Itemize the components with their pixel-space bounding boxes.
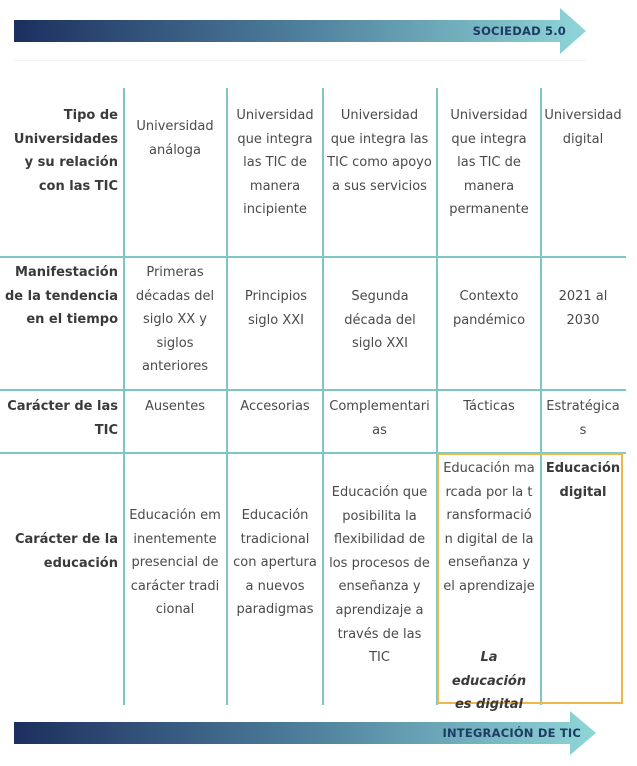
cell-tiempo-pandemico: Contexto pandémico <box>452 289 526 328</box>
top-arrow-banner <box>14 8 586 54</box>
cell-tic-ausentes: Ausentes <box>144 399 205 414</box>
cell-tiempo-primeras: Primeras décadas del siglo XX y siglos anteriores <box>135 265 215 375</box>
column-divider <box>226 88 228 705</box>
divider <box>14 60 586 61</box>
top-arrow-label: SOCIEDAD 5.0 <box>472 24 566 38</box>
cell-edu-flexibilidad: Educación que posibilita la flexibilidad de los procesos de enseñanza y aprendizaje a través de las TIC <box>329 485 430 666</box>
cell-tipo-incipiente: Universidad que integra las TIC de manera incipiente <box>236 108 314 218</box>
cell-tiempo-2021: 2021 al 2030 <box>558 289 608 328</box>
column-divider <box>123 88 125 705</box>
cell-tiempo-segunda: Segunda década del siglo XXI <box>344 289 416 352</box>
row-header-manifestacion: Manifestación de la tendencia en el tiempo <box>4 265 118 328</box>
cell-tipo-digital: Universidad digital <box>544 108 622 147</box>
bottom-arrow-banner <box>14 711 596 755</box>
row-header-caracter-educacion: Carácter de la educación <box>14 532 118 571</box>
cell-tipo-permanente: Universidad que integra las TIC de manera permanente <box>449 108 529 218</box>
cell-edu-transformacion: Educación marcada por la transformación digital de la enseñanza y el aprendizaje <box>443 461 535 594</box>
column-divider <box>322 88 324 705</box>
cell-tic-estrategicas: Estratégicas <box>546 399 620 438</box>
cell-tiempo-principios: Principios siglo XXI <box>244 289 308 328</box>
cell-tipo-apoyo: Universidad que integra las TIC como apoyo a sus servicios <box>327 108 432 194</box>
cell-tic-accesorias: Accesorias <box>240 399 310 414</box>
cell-edu-presencial: Educación eminentemente presencial de carácter tradicional <box>129 508 221 618</box>
cell-edu-emphasis: La educación es digital <box>451 650 527 713</box>
row-divider <box>0 389 626 391</box>
bottom-arrow-label: INTEGRACIÓN DE TIC <box>442 726 581 740</box>
cell-edu-digital: Educación digital <box>545 461 621 500</box>
row-header-caracter-tic: Carácter de las TIC <box>7 399 118 438</box>
row-divider <box>0 256 626 258</box>
cell-tic-complementarias: Complementarias <box>329 399 430 438</box>
row-header-tipo-universidades: Tipo de Universidades y su relación con las TIC <box>13 108 118 194</box>
cell-tipo-analoga: Universidad análoga <box>136 119 214 158</box>
cell-tic-tacticas: Tácticas <box>463 399 515 414</box>
cell-edu-tradicional: Educación tradicional con apertura a nuevos paradigmas <box>233 508 317 618</box>
